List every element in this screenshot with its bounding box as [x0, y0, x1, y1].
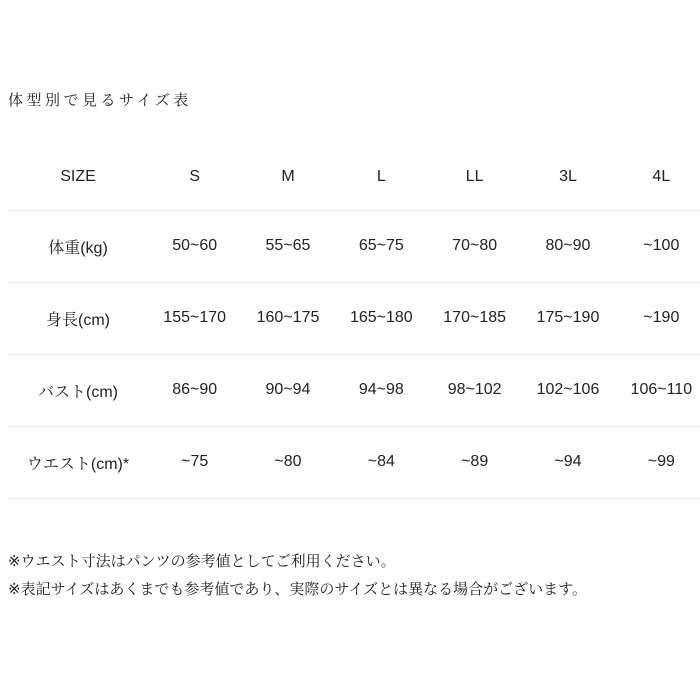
table-cell: ~100 — [615, 210, 700, 282]
row-label-weight: 体重(kg) — [8, 210, 148, 282]
column-header-m: M — [241, 145, 334, 210]
footnote-waist: ※ウエスト寸法はパンツの参考値としてご利用ください。 — [8, 553, 396, 570]
table-row-weight — [8, 210, 700, 282]
row-label-height: 身長(cm) — [8, 282, 148, 354]
size-chart-table — [8, 145, 700, 499]
table-row-bust — [8, 354, 700, 426]
footnote-disclaimer: ※表記サイズはあくまでも参考値であり、実際のサイズとは異なる場合がございます。 — [8, 581, 587, 598]
table-cell: 80~90 — [521, 210, 614, 282]
column-header-s: S — [148, 145, 241, 210]
table-cell: 50~60 — [148, 210, 241, 282]
column-header-ll: LL — [428, 145, 521, 210]
table-cell: 55~65 — [241, 210, 334, 282]
row-label-waist: ウエスト(cm)* — [8, 426, 148, 498]
column-header-l: L — [335, 145, 428, 210]
table-cell: ~89 — [428, 426, 521, 498]
column-header-4l: 4L — [615, 145, 700, 210]
table-cell: ~190 — [615, 282, 700, 354]
table-cell: 155~170 — [148, 282, 241, 354]
row-label-bust: バスト(cm) — [8, 354, 148, 426]
table-cell: 94~98 — [335, 354, 428, 426]
table-cell: 90~94 — [241, 354, 334, 426]
footnotes — [8, 548, 587, 604]
table-cell: 86~90 — [148, 354, 241, 426]
column-header-3l: 3L — [521, 145, 614, 210]
page-title: 体型別で見るサイズ表 — [8, 92, 192, 109]
table-cell: 70~80 — [428, 210, 521, 282]
table-cell: ~94 — [521, 426, 614, 498]
column-header-size: SIZE — [8, 145, 148, 210]
table-cell: 165~180 — [335, 282, 428, 354]
table-cell: ~80 — [241, 426, 334, 498]
table-cell: 98~102 — [428, 354, 521, 426]
table-cell: 160~175 — [241, 282, 334, 354]
table-cell: ~84 — [335, 426, 428, 498]
table-cell: ~99 — [615, 426, 700, 498]
table-cell: 106~110 — [615, 354, 700, 426]
table-cell: 175~190 — [521, 282, 614, 354]
table-cell: 102~106 — [521, 354, 614, 426]
table-cell: ~75 — [148, 426, 241, 498]
table-cell: 65~75 — [335, 210, 428, 282]
table-header-row — [8, 145, 700, 210]
table-cell: 170~185 — [428, 282, 521, 354]
table-row-waist — [8, 426, 700, 498]
table-row-height — [8, 282, 700, 354]
